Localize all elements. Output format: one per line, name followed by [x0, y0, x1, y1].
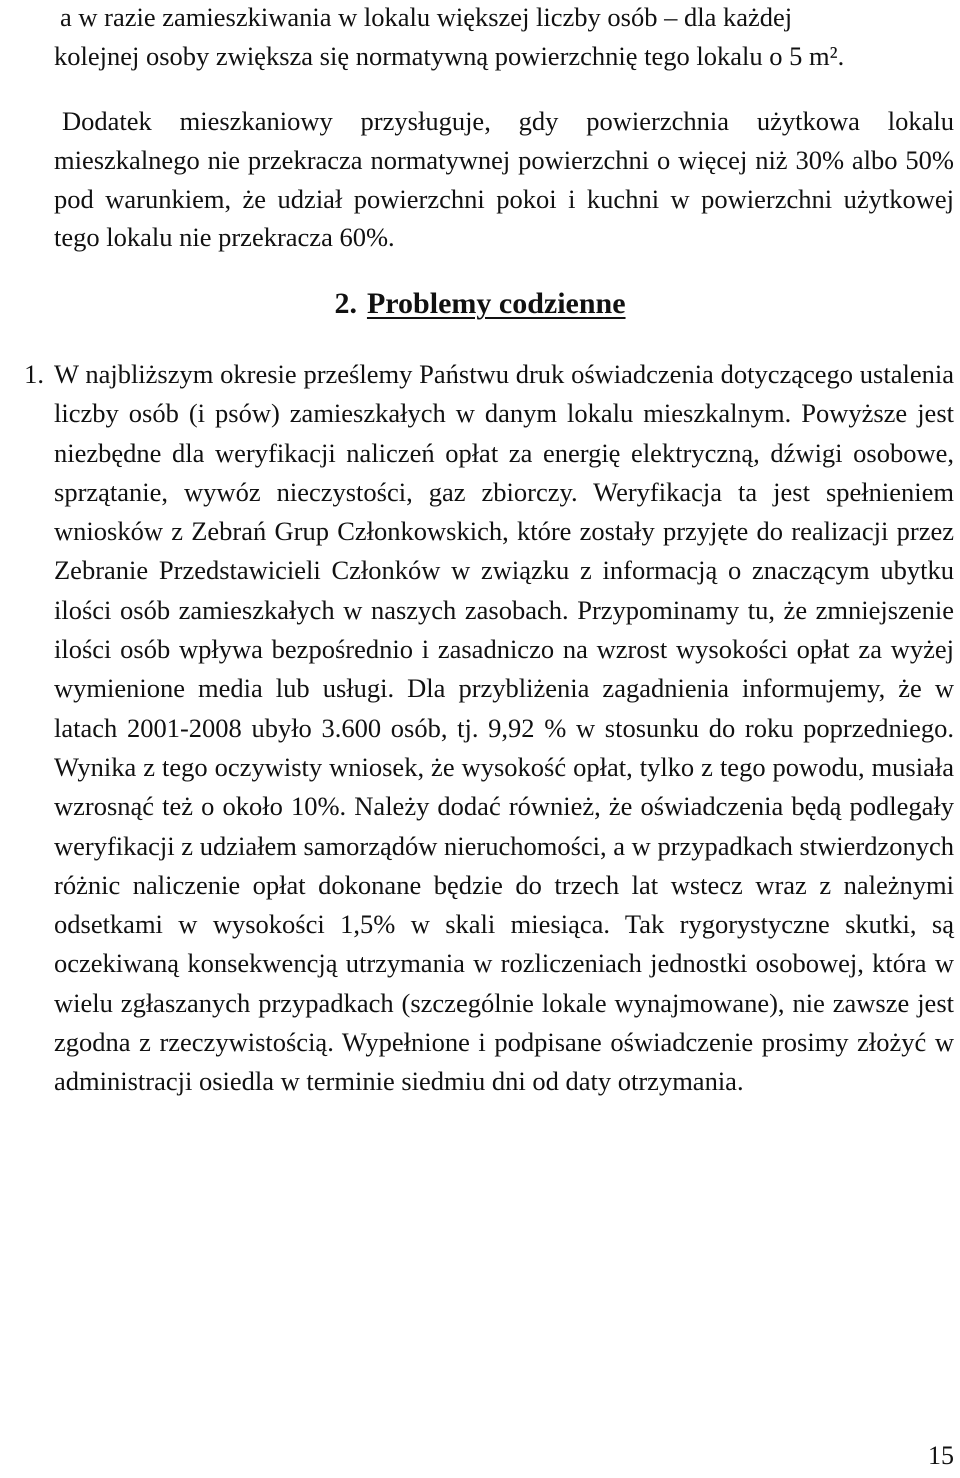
paragraph-norm-area-rest: kolejnej osoby zwiększa się normatywną powierzchnię tego lokalu o 5 m².	[54, 40, 845, 71]
section-heading	[0, 282, 960, 326]
paragraph-norm-area-line1: a w razie zamieszkiwania w lokalu większej liczby osób – dla każdej	[60, 2, 793, 32]
paragraph-housing-allowance-text: Dodatek mieszkaniowy przysługuje, gdy powierzchnia użytkowa lokalu mieszkalnego nie przekracza normatywnej powierzchni o więcej niż 30% albo 50% pod warunkiem, że udział powierzchni pokoi i kuchni w powierzchni użytkowej tego lokalu nie przekracza 60%.	[54, 106, 954, 253]
paragraph-norm-area	[54, 0, 954, 76]
list-item-marker: 1.	[24, 359, 44, 389]
paragraph-housing-allowance	[54, 102, 954, 257]
section-title: Problemy codzienne	[366, 287, 626, 320]
list-item-text: W najbliższym okresie prześlemy Państwu druk oświadczenia dotyczącego ustalenia liczby osób (i psów) zamieszkałych w danym lokalu mieszkalnym. Powyższe jest niezbędne dla weryfikacji naliczeń opłat za energię elektryczną, dźwigi osobowe, sprzątanie, wywóz nieczystości, gaz zbiorczy. Weryfikacja ta jest spełnieniem wniosków z Zebrań Grup Członkowskich, które zostały przyjęte do realizacji przez Zebranie Przedstawicieli Członków w związku z informacją o znaczącym ubytku ilości osób zamieszkałych w naszych zasobach. Przypominamy tu, że zmniejszenie ilości osób wpływa bezpośrednio i zasadniczo na wzrost wysokości opłat za wyżej wymienione media lub usługi. Dla przybliżenia zagadnienia informujemy, że w latach 2001-2008 ubyło 3.600 osób, tj. 9,92 % w stosunku do roku poprzedniego. Wynika z tego oczywisty wniosek, że wysokość opłat, tylko z tego powodu, musiała wzrosnąć też o około 10%. Należy dodać również, że oświadczenia będą podlegały weryfikacji z udziałem samorządów nieruchomości, a w przypadkach stwierdzonych różnic naliczenie opłat dokonane będzie do trzech lat wstecz wraz z należnymi odsetkami w wysokości 1,5% w skali miesiąca. Tak rygorystyczne skutki, są oczekiwaną konsekwencją utrzymania w rozliczeniach jednostki osobowej, która w wielu zgłaszanych przypadkach (szczególnie lokale wynajmowane), nie zawsze jest zgodna z rzeczywistością. Wypełnione i podpisane oświadczenie prosimy złożyć w administracji osiedla w terminie siedmiu dni od daty otrzymania.	[54, 359, 954, 1097]
page-number: 15	[928, 1441, 954, 1470]
list-item	[24, 355, 954, 1102]
section-number: 2.	[334, 287, 357, 320]
